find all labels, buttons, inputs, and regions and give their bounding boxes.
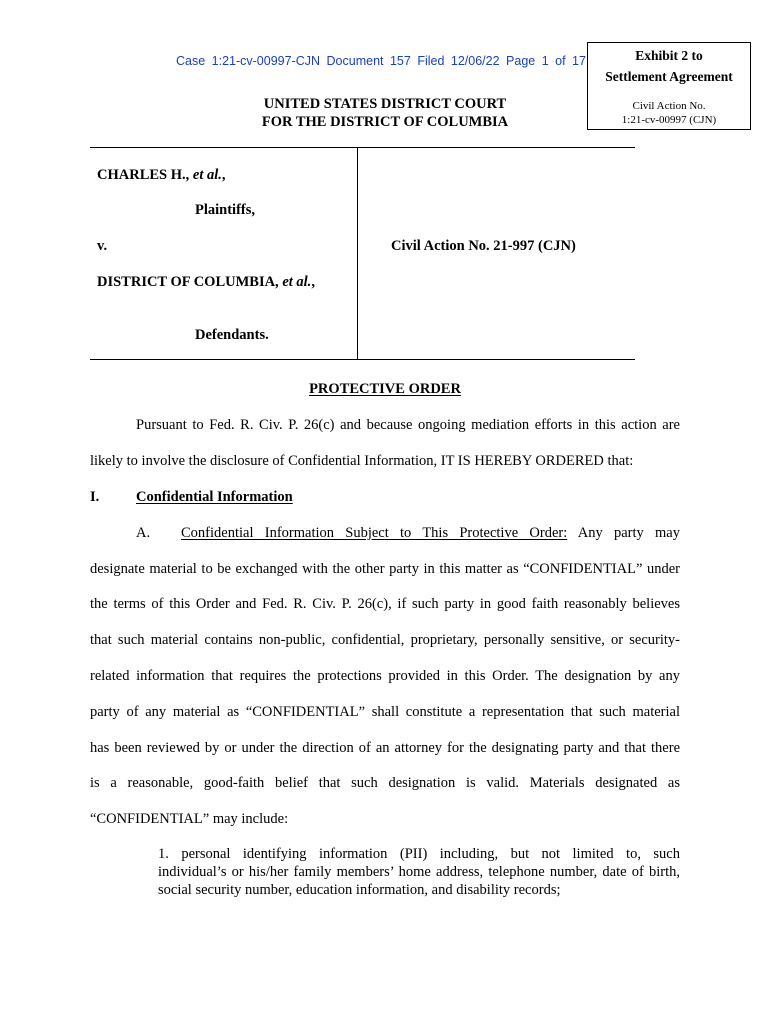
exhibit-title: [588, 45, 750, 87]
paragraph-line: the terms of this Order and Fed. R. Civ. P. 26(c), if such party in good faith reasonably believes: [90, 596, 680, 612]
exhibit-title-line2: Settlement Agreement: [605, 69, 733, 84]
paragraph-line: has been reviewed by or under the direction of an attorney for the designating party and that there: [90, 740, 680, 756]
paragraph-line: designate material to be exchanged with the other party in this matter as “CONFIDENTIAL” under: [90, 561, 680, 577]
caption-bottom-rule: [90, 359, 635, 360]
court-line2: FOR THE DISTRICT OF COLUMBIA: [261, 114, 509, 130]
defendant-et-al: et al.: [282, 274, 312, 290]
subsection-heading-line: [181, 525, 680, 542]
case-number: Case 1:21-cv-00997-CJN: [176, 54, 321, 68]
plaintiff-name: CHARLES H., et al.,: [97, 167, 226, 183]
subsection-line1-rest: Any party may: [577, 525, 680, 541]
exhibit-action-line2: 1:21-cv-00997 (CJN): [621, 114, 717, 126]
paragraph-line: that such material contains non-public, confidential, proprietary, personally sensitive, or security-: [90, 632, 680, 648]
filed-date: Filed 12/06/22: [417, 54, 500, 68]
order-title: PROTECTIVE ORDER: [309, 381, 461, 397]
paragraph-last-line: “CONFIDENTIAL” may include:: [90, 811, 289, 827]
paragraph-line: related information that requires the protections provided in this Order. The designation by any: [90, 668, 680, 684]
court-line1: UNITED STATES DISTRICT COURT: [263, 96, 507, 112]
case-header-line: [176, 54, 586, 68]
exhibit-box: [587, 42, 751, 130]
court-heading: [200, 95, 570, 131]
plaintiff-et-al: et al.: [192, 167, 222, 183]
exhibit-action-line1: Civil Action No.: [632, 100, 706, 112]
list-item-line: 1. personal identifying information (PII) including, but not limited to, such: [158, 846, 680, 862]
list-item-last-line: social security number, education information, and disability records;: [158, 882, 561, 898]
intro-line2: likely to involve the disclosure of Confidential Information, IT IS HEREBY ORDERED that:: [90, 453, 634, 469]
document-number: Document 157: [326, 54, 411, 68]
page-indicator: Page 1 of 17: [506, 54, 586, 68]
list-item-line: individual’s or his/her family members’ home address, telephone number, date of birth,: [158, 864, 680, 880]
exhibit-title-line1: Exhibit 2 to: [635, 48, 703, 63]
defendant-name: DISTRICT OF COLUMBIA, et al.,: [97, 274, 315, 290]
caption-divider: [357, 147, 358, 360]
exhibit-civil-action: [588, 99, 750, 127]
intro-line1: Pursuant to Fed. R. Civ. P. 26(c) and because ongoing mediation efforts in this action are: [136, 417, 680, 433]
versus-label: v.: [97, 238, 108, 254]
subsection-letter: A.: [136, 525, 151, 541]
defendants-label: Defendants.: [195, 327, 269, 343]
caption-top-rule: [90, 147, 635, 148]
section-title: Confidential Information: [136, 489, 293, 505]
plaintiffs-label: Plaintiffs,: [195, 202, 256, 218]
paragraph-line: party of any material as “CONFIDENTIAL” shall constitute a representation that such material: [90, 704, 680, 720]
civil-action-number: Civil Action No. 21-997 (CJN): [391, 238, 576, 254]
paragraph-line: is a reasonable, good-faith belief that such designation is valid. Materials designated as: [90, 775, 680, 791]
subsection-title: Confidential Information Subject to This Protective Order:: [181, 525, 568, 541]
section-number: I.: [90, 489, 100, 505]
